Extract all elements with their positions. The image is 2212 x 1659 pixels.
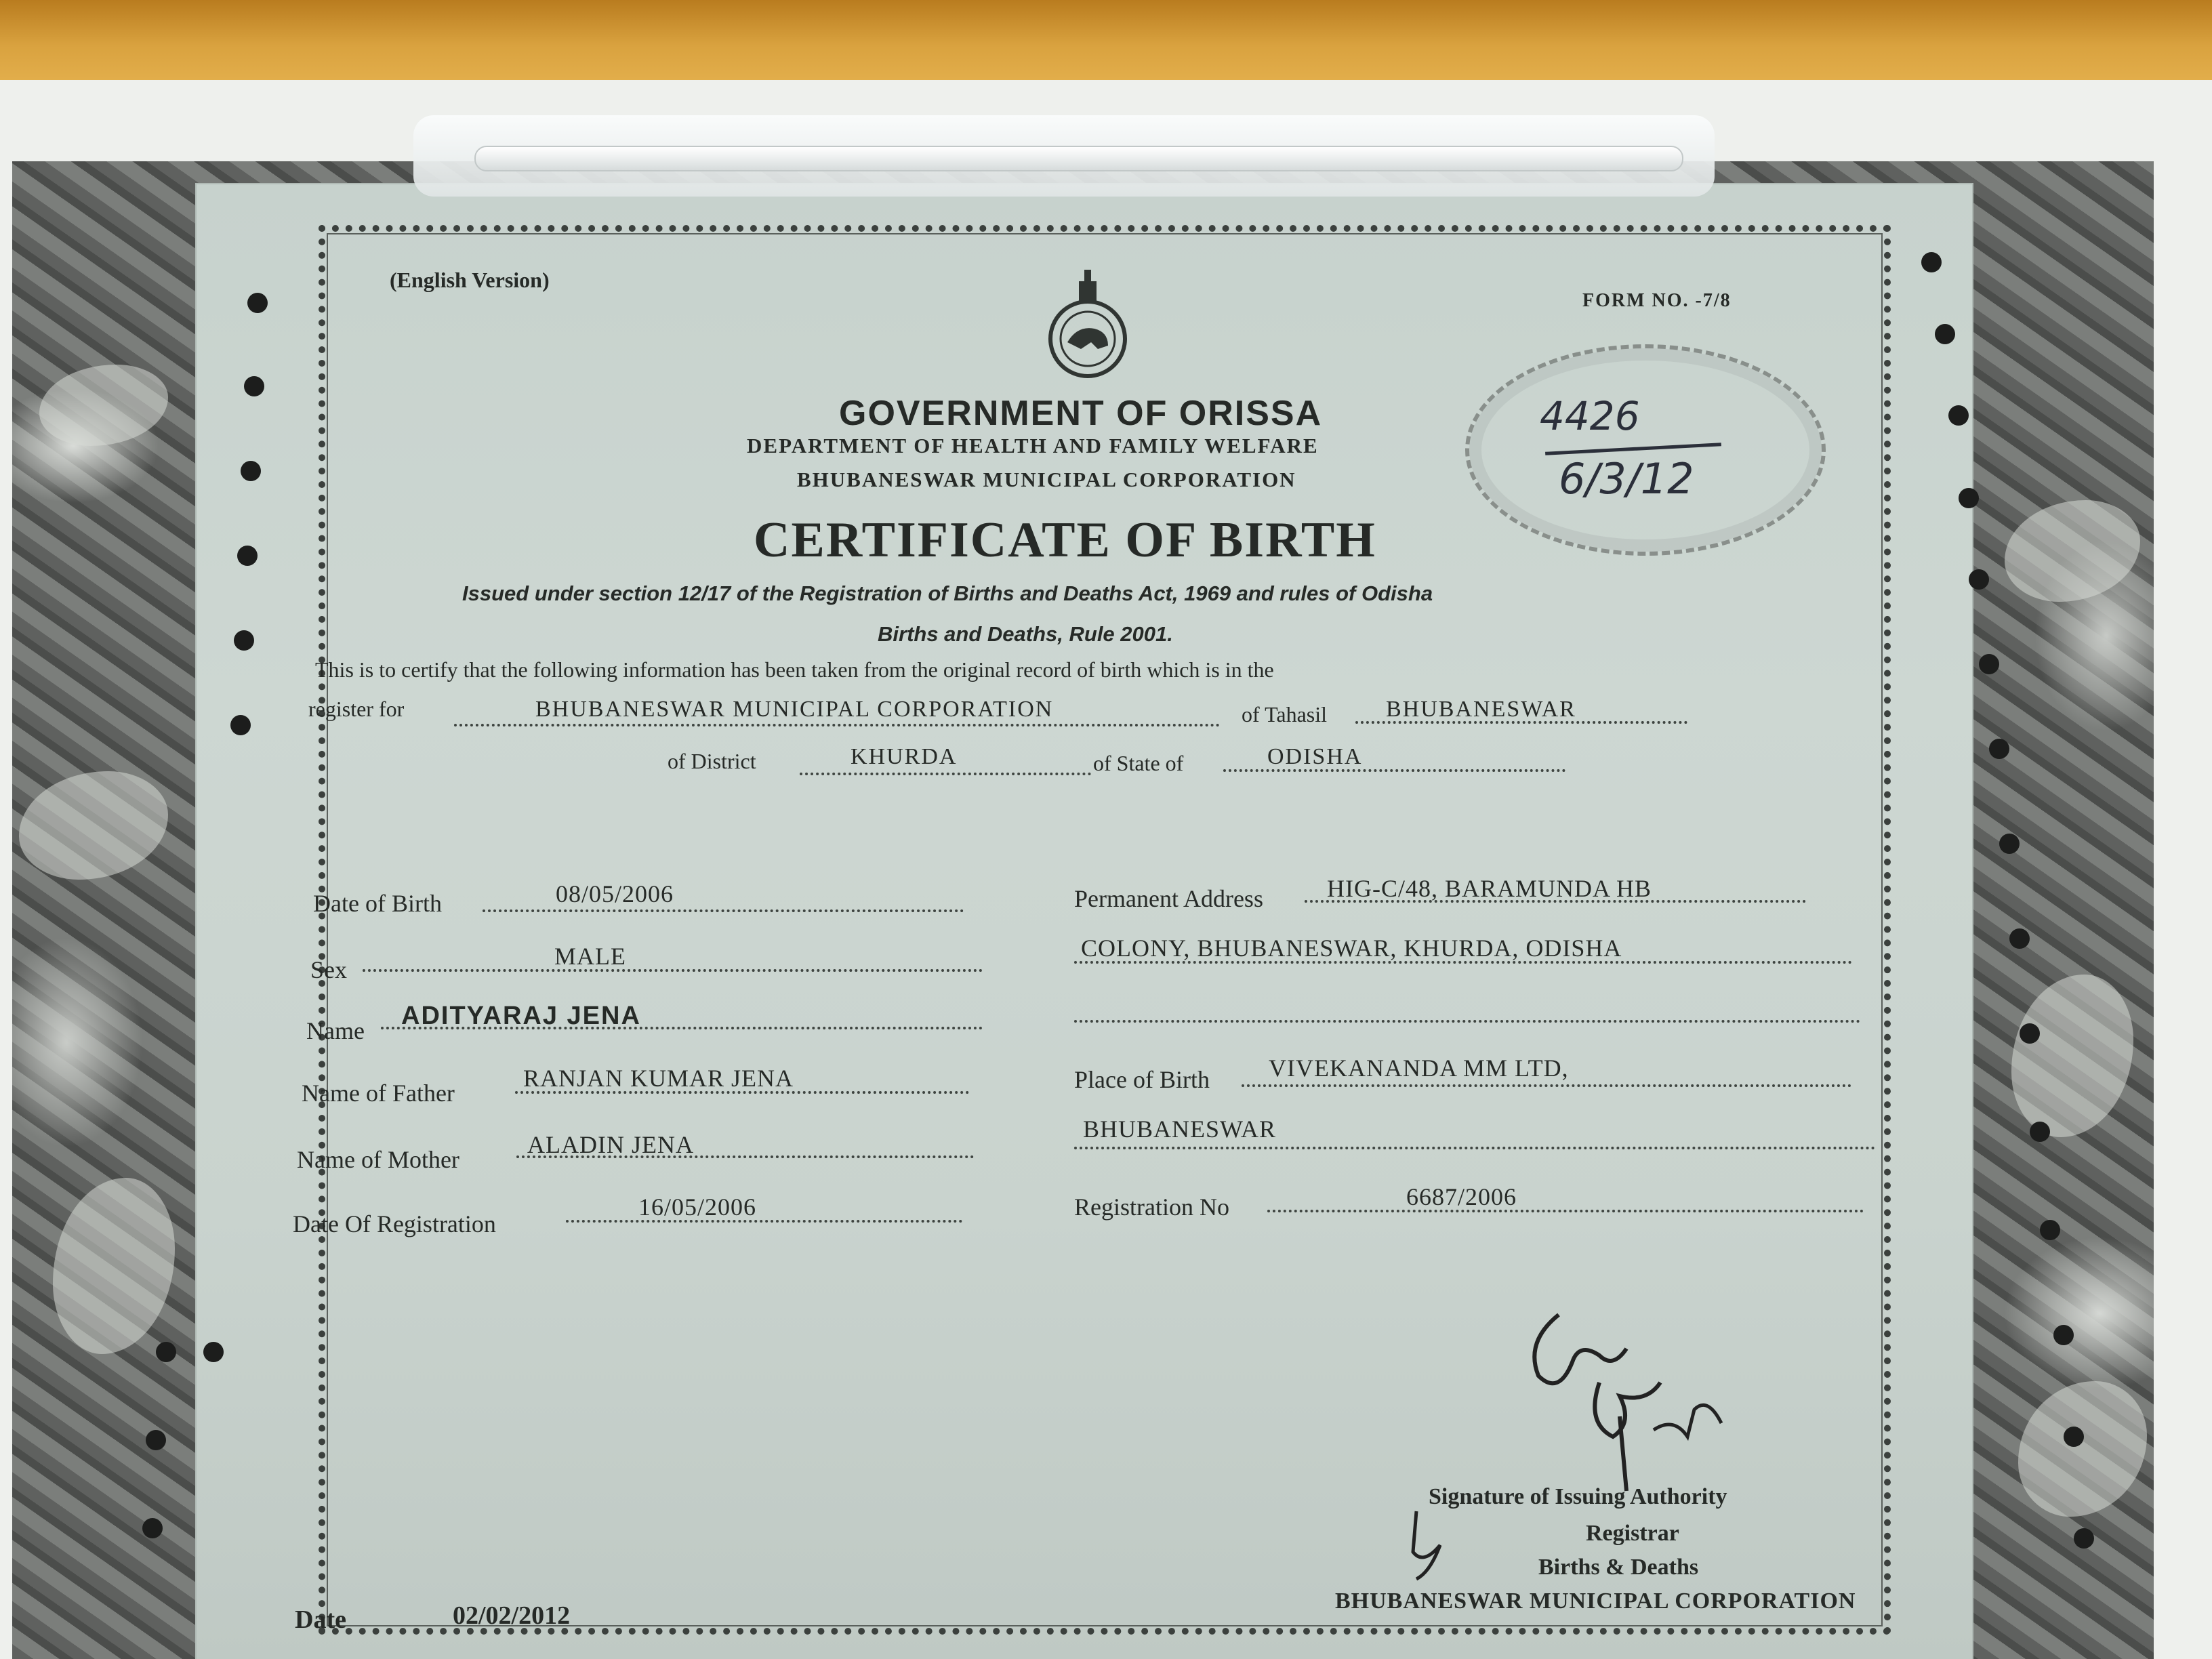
address-line-3: [1074, 1020, 1860, 1023]
handwritten-signature: [1518, 1301, 1742, 1498]
feed-hole: [241, 461, 261, 481]
feed-hole: [244, 376, 264, 396]
feed-hole: [1979, 654, 1999, 674]
district-label: of District: [668, 749, 756, 773]
feed-hole: [2009, 928, 2030, 949]
sex-label: Sex: [310, 956, 347, 983]
english-version-label: (English Version): [390, 268, 550, 292]
stamp-number: 4426: [1540, 393, 1640, 439]
signature-authority: Signature of Issuing Authority: [1429, 1484, 1727, 1509]
feed-hole: [1959, 488, 1979, 508]
registration-date-line: [566, 1220, 962, 1223]
father-name-value: RANJAN KUMAR JENA: [523, 1065, 794, 1092]
feed-hole: [156, 1342, 176, 1362]
form-number: FORM NO. -7/8: [1582, 290, 1732, 311]
state-emblem-icon: [1044, 264, 1132, 386]
place-of-birth-line-1: [1242, 1084, 1851, 1087]
permanent-address-line-1: HIG-C/48, BARAMUNDA HB: [1327, 875, 1652, 902]
feed-hole: [234, 630, 254, 651]
feed-hole: [1921, 252, 1942, 272]
permanent-address-line-2: COLONY, BHUBANESWAR, KHURDA, ODISHA: [1081, 935, 1622, 962]
registration-number-value: 6687/2006: [1406, 1183, 1517, 1210]
feed-hole: [2040, 1220, 2060, 1240]
issue-date-label: Date: [295, 1605, 346, 1634]
sex-value: MALE: [554, 943, 626, 970]
feed-hole: [2020, 1023, 2040, 1044]
feed-hole: [2074, 1528, 2094, 1549]
feed-hole: [1999, 834, 2020, 854]
corporation-title: BHUBANESWAR MUNICIPAL CORPORATION: [797, 468, 1296, 491]
feed-hole: [146, 1430, 166, 1450]
dob-label: Date of Birth: [313, 890, 442, 917]
place-of-birth-label: Place of Birth: [1074, 1066, 1210, 1093]
permanent-address-label: Permanent Address: [1074, 885, 1263, 912]
certificate-title: CERTIFICATE OF BIRTH: [754, 512, 1376, 568]
feed-hole: [1935, 324, 1955, 344]
state-value: ODISHA: [1267, 744, 1363, 769]
dob-value: 08/05/2006: [556, 880, 674, 907]
feed-hole: [203, 1342, 224, 1362]
state-label: of State of: [1093, 751, 1184, 775]
district-line: [800, 773, 1091, 775]
tahasil-value: BHUBANESWAR: [1386, 697, 1576, 722]
clip-rod: [474, 146, 1683, 171]
feed-hole: [1969, 569, 1989, 590]
feed-hole: [247, 293, 268, 313]
feed-hole: [2053, 1325, 2074, 1345]
registration-number-label: Registration No: [1074, 1193, 1229, 1221]
signature-registrar: Registrar: [1586, 1521, 1679, 1546]
mother-name-label: Name of Mother: [297, 1146, 459, 1173]
register-for-label: register for: [308, 697, 405, 721]
register-for-line: [454, 724, 1220, 726]
sex-line: [363, 969, 983, 972]
feed-hole: [237, 546, 258, 566]
government-title: GOVERNMENT OF ORISSA: [839, 394, 1323, 433]
certify-statement: This is to certify that the following information has been taken from the original record of birth which is in the: [315, 657, 1274, 682]
signature-births-deaths: Births & Deaths: [1538, 1555, 1699, 1580]
name-label: Name: [306, 1017, 365, 1044]
district-value: KHURDA: [851, 744, 958, 769]
issued-under-line-2: Births and Deaths, Rule 2001.: [878, 622, 1173, 646]
issue-date-value: 02/02/2012: [453, 1601, 571, 1630]
feed-hole: [142, 1518, 163, 1538]
registration-number-line: [1267, 1210, 1864, 1212]
department-title: DEPARTMENT OF HEALTH AND FAMILY WELFARE: [747, 434, 1319, 457]
initials-mark: [1403, 1504, 1450, 1586]
signature-corporation: BHUBANESWAR MUNICIPAL CORPORATION: [1335, 1589, 1856, 1614]
issued-under-line-1: Issued under section 12/17 of the Registration of Births and Deaths Act, 1969 and rules of Odisha: [462, 581, 1433, 605]
tahasil-label: of Tahasil: [1242, 702, 1328, 726]
father-name-label: Name of Father: [302, 1080, 455, 1107]
feed-hole: [1989, 739, 2009, 759]
place-of-birth-line-2: BHUBANESWAR: [1083, 1115, 1277, 1143]
mother-name-value: ALADIN JENA: [527, 1131, 694, 1158]
register-for-value: BHUBANESWAR MUNICIPAL CORPORATION: [535, 697, 1054, 722]
stamp-date: 6/3/12: [1559, 454, 1694, 504]
dob-line: [483, 909, 964, 912]
place-of-birth-line-2: [1074, 1147, 1875, 1149]
registration-date-value: 16/05/2006: [638, 1193, 757, 1221]
feed-hole: [230, 715, 251, 735]
feed-hole: [2064, 1427, 2084, 1447]
feed-hole: [1948, 405, 1969, 426]
name-value: ADITYARAJ JENA: [401, 1002, 641, 1030]
feed-hole: [2030, 1122, 2050, 1142]
place-of-birth-line-1: VIVEKANANDA MM LTD,: [1269, 1054, 1569, 1082]
registration-date-label: Date Of Registration: [293, 1210, 496, 1237]
